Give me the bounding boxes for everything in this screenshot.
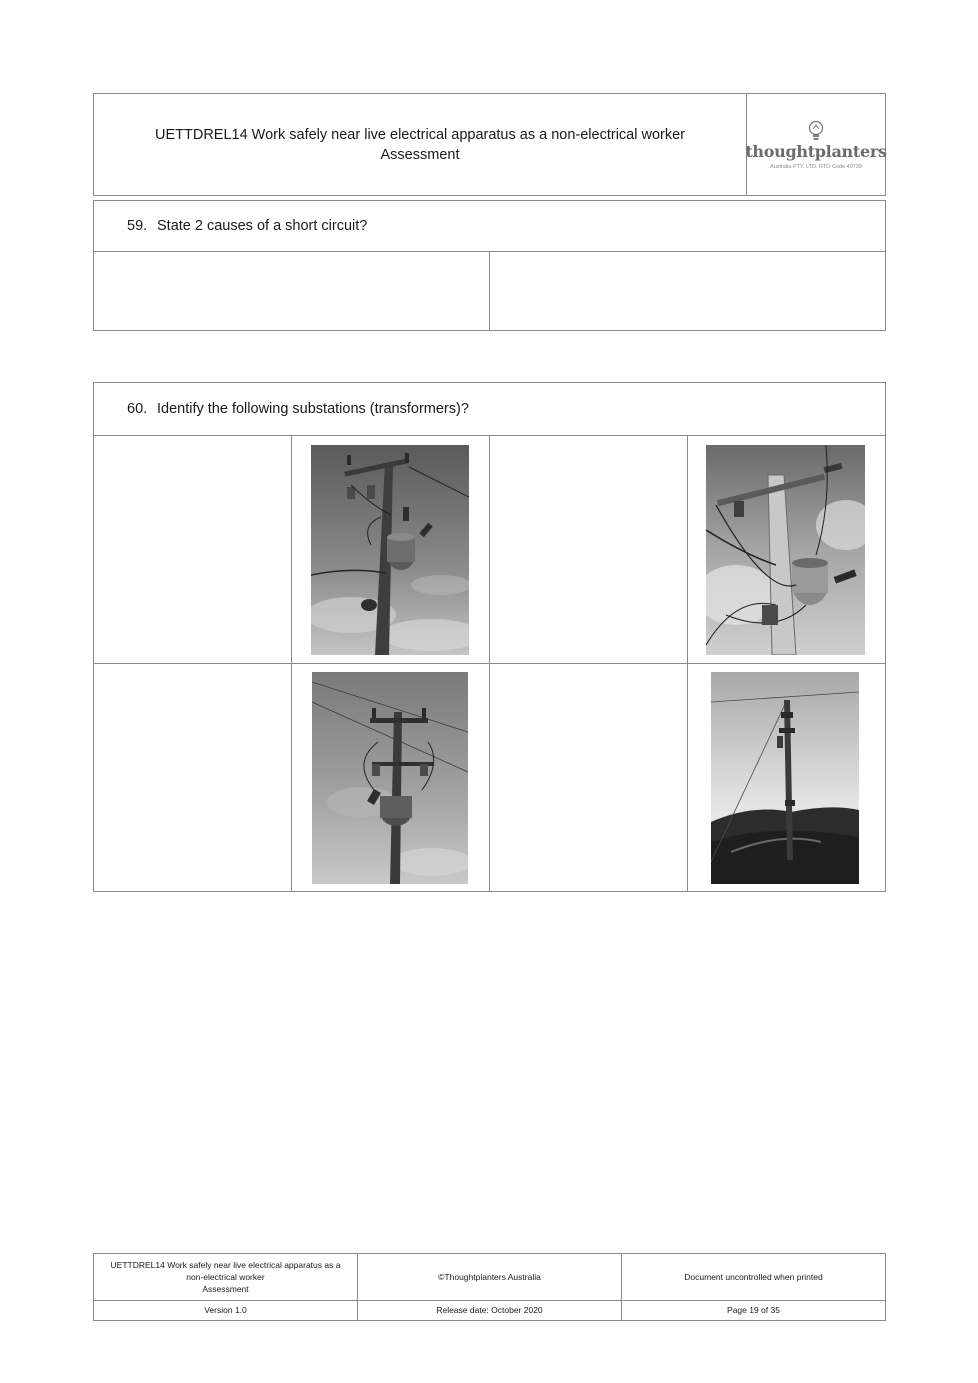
question-59-prompt	[94, 201, 885, 252]
footer-uncontrolled-notice: Document uncontrolled when printed	[684, 1272, 823, 1282]
transformer-photo-1	[311, 445, 469, 655]
logo-subtitle: Australia PTY. LTD. RTO Code 40739	[770, 163, 862, 170]
transformer-photo-2	[706, 445, 865, 655]
document-footer	[93, 1253, 886, 1321]
footer-title-line1: UETTDREL14 Work safely near live electrical apparatus as a	[110, 1260, 341, 1270]
lightbulb-icon	[807, 120, 825, 142]
answer-cell-photo-1[interactable]	[94, 436, 291, 663]
logo-name: thoughtplanters	[745, 141, 887, 161]
transformer-photo-4	[711, 672, 859, 884]
footer-title-line3: Assessment	[202, 1284, 249, 1294]
footer-version: Version 1.0	[94, 1300, 358, 1320]
question-59	[93, 200, 886, 331]
question-number: 59.	[127, 218, 148, 234]
answer-cell-1[interactable]	[94, 252, 490, 330]
footer-release-date: Release date: October 2020	[358, 1300, 622, 1320]
footer-copyright: ©Thoughtplanters Australia	[358, 1254, 622, 1300]
header-title-line2: Assessment	[380, 146, 460, 163]
question-number: 60.	[127, 401, 148, 417]
question-text: Identify the following substations (transformers)?	[157, 401, 469, 417]
footer-page-number: Page 19 of 35	[727, 1305, 780, 1315]
footer-document-title	[94, 1254, 358, 1300]
substation-grid	[94, 436, 885, 891]
answer-cell-photo-3[interactable]	[94, 664, 291, 891]
question-text: State 2 causes of a short circuit?	[157, 218, 368, 234]
header-title-line1: UETTDREL14 Work safely near live electrical apparatus as a non-electrical worker	[154, 126, 685, 143]
document-header	[93, 93, 886, 196]
transformer-photo-3	[312, 672, 468, 884]
question-60	[93, 382, 886, 892]
footer-title-line2: non-electrical worker	[186, 1272, 265, 1282]
answer-cell-2[interactable]	[490, 252, 885, 330]
company-logo	[747, 94, 885, 195]
header-title	[94, 94, 747, 195]
answer-cell-photo-2[interactable]	[490, 436, 687, 663]
answer-cell-photo-4[interactable]	[490, 664, 687, 891]
question-60-prompt	[94, 383, 885, 436]
